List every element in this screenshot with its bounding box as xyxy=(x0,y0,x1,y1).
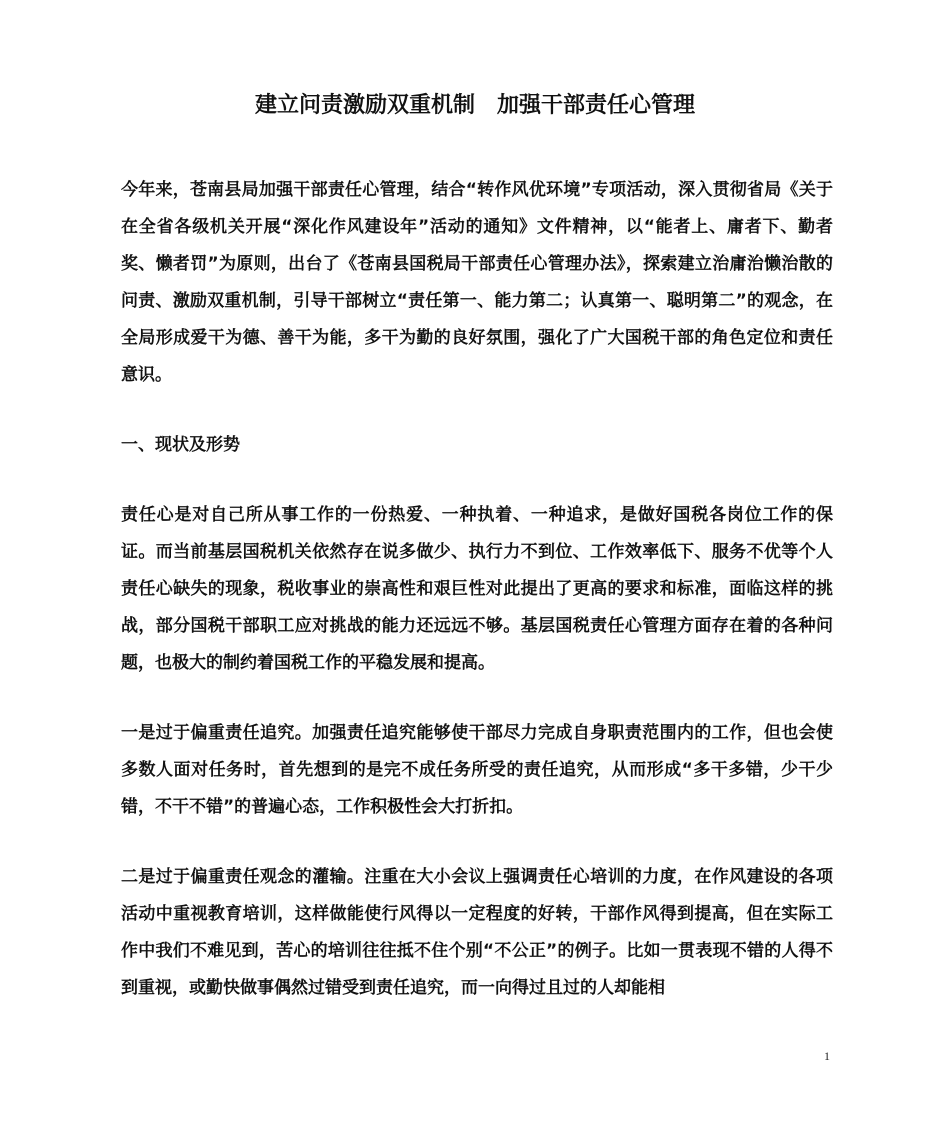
point-two-paragraph: 二是过于偏重责任观念的灌输。注重在大小会议上强调责任心培训的力度，在作风建设的各项活动中重视教育培训，这样做能使行风得以一定程度的好转，干部作风得到提高，但在实际工作中我们不难见到，苦心的培训往往抵不住个别“不公正”的例子。比如一贯表现不错的人得不到重视，或勤快做事偶然过错受到责任追究，而一向得过且过的人却能相 xyxy=(121,867,833,998)
intro-paragraph: 今年来，苍南县局加强干部责任心管理，结合“转作风优环境”专项活动，深入贯彻省局《关于在全省各级机关开展“深化作风建设年”活动的通知》文件精神，以“能者上、庸者下、勤者奖、懒者罚”为原则，出台了《苍南县国税局干部责任心管理办法》，探索建立治庸治懒治散的问责、激励双重机制，引导干部树立“责任第一、能力第二；认真第一、聪明第二”的观念，在全局形成爱干为德、善干为能，多干为勤的良好氛围，强化了广大国税干部的角色定位和责任意识。 xyxy=(121,180,833,385)
page-number: 1 xyxy=(824,1049,830,1063)
point-one-paragraph: 一是过于偏重责任追究。加强责任追究能够使干部尽力完成自身职责范围内的工作，但也会使多数人面对任务时，首先想到的是完不成任务所受的责任追究，从而形成“多干多错，少干少错，不干不错”的普遍心态，工作积极性会大打折扣。 xyxy=(121,723,833,817)
document-title: 建立问责激励双重机制 加强干部责任心管理 xyxy=(254,93,695,118)
section-heading: 一、现状及形势 xyxy=(121,435,240,455)
document-body xyxy=(121,172,833,1040)
section-paragraph: 责任心是对自己所从事工作的一份热爱、一种执着、一种追求，是做好国税各岗位工作的保证。而当前基层国税机关依然存在说多做少、执行力不到位、工作效率低下、服务不优等个人责任心缺失的现象，税收事业的崇高性和艰巨性对此提出了更高的要求和标准，面临这样的挑战，部分国税干部职工应对挑战的能力还远远不够。基层国税责任心管理方面存在着的各种问题，也极大的制约着国税工作的平稳发展和提高。 xyxy=(121,505,833,673)
